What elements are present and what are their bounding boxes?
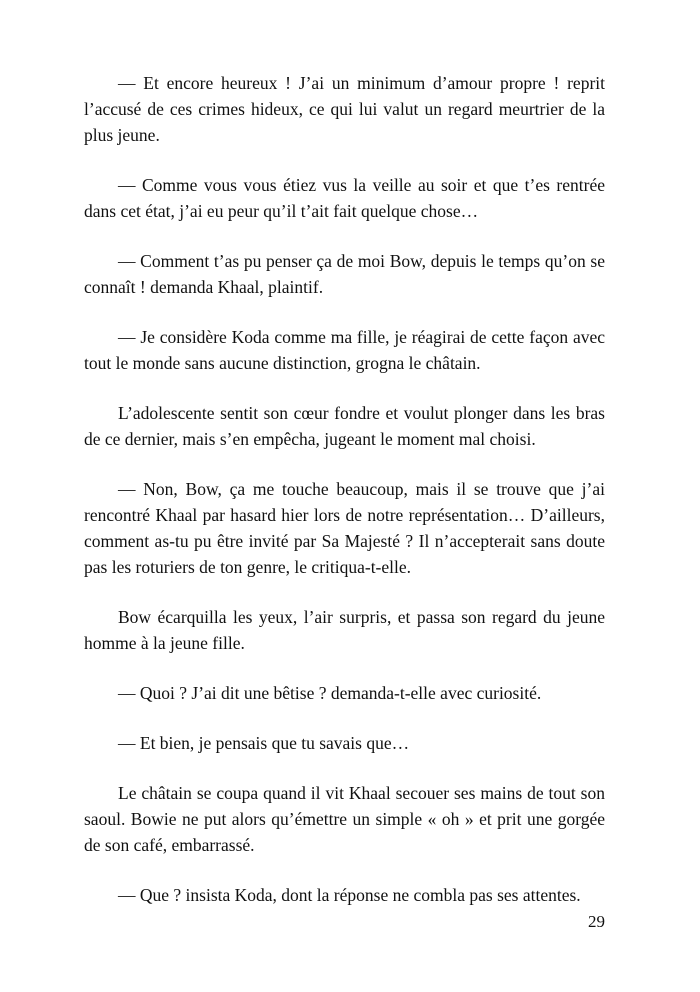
paragraph-11: — Que ? insista Koda, dont la réponse ne combla pas ses attentes. [118,885,581,905]
paragraph-5: L’adolescente sentit son cœur fondre et voulut plonger dans les bras de ce dernier, mais s’en empêcha, jugeant le moment mal choisi. [84,403,605,449]
paragraph-8: — Quoi ? J’ai dit une bêtise ? demanda-t-elle avec curiosité. [118,683,542,703]
paragraph-3: — Comment t’as pu penser ça de moi Bow, depuis le temps qu’on se connaît ! demanda Khaal, plaintif. [84,251,605,297]
paragraph-10: Le châtain se coupa quand il vit Khaal secouer ses mains de tout son saoul. Bowie ne put alors qu’émettre un simple « oh » et prit une gorgée de son café, embarrassé. [84,783,605,855]
paragraph-2: — Comme vous vous étiez vus la veille au soir et que t’es rentrée dans cet état, j’ai eu peur qu’il t’ait fait quelque chose… [84,175,605,221]
paragraph-6: — Non, Bow, ça me touche beaucoup, mais il se trouve que j’ai rencontré Khaal par hasard hier lors de notre représentation… D’ailleurs, comment as-tu pu être invité par Sa Majesté ? Il n’accepterait sans doute pas les roturiers de ton genre, le critiqua-t-elle. [84,479,605,577]
paragraph-1: — Et encore heureux ! J’ai un minimum d’amour propre ! reprit l’accusé de ces crimes hideux, ce qui lui valut un regard meurtrier de la plus jeune. [84,73,605,145]
paragraph-9: — Et bien, je pensais que tu savais que… [118,733,410,753]
page-body [84,70,605,932]
paragraph-4: — Je considère Koda comme ma fille, je réagirai de cette façon avec tout le monde sans aucune distinction, grogna le châtain. [84,327,605,373]
page-number: 29 [588,912,605,931]
paragraph-7: Bow écarquilla les yeux, l’air surpris, et passa son regard du jeune homme à la jeune fille. [84,607,605,653]
